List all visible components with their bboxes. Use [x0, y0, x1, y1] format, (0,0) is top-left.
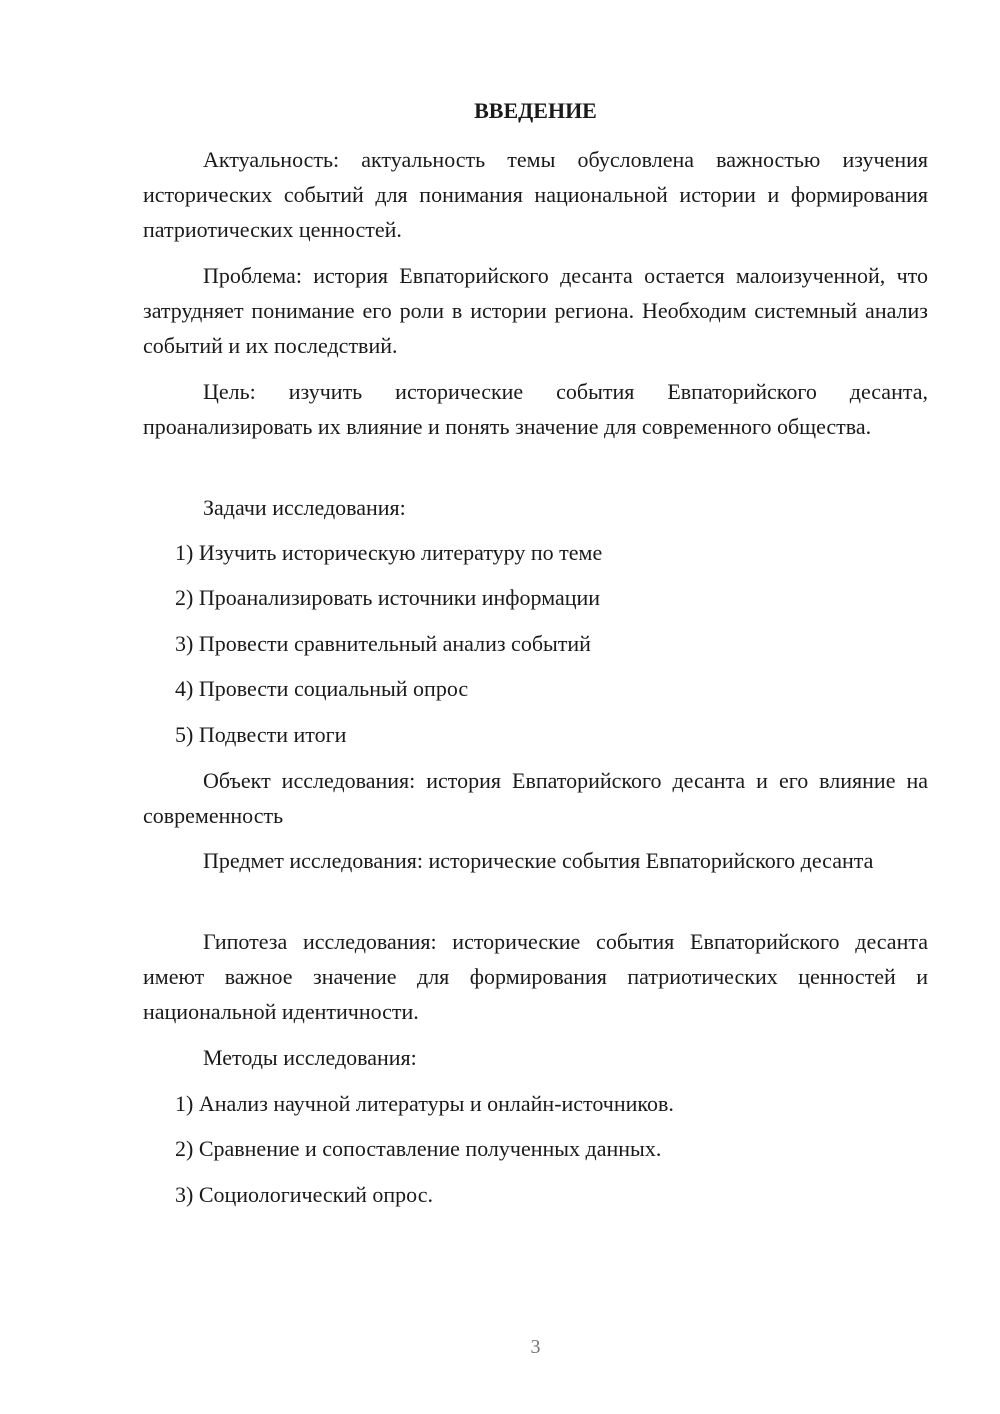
tasks-heading: Задачи исследования: — [203, 495, 406, 520]
subject-paragraph: Предмет исследования: исторические события Евпаторийского десанта — [203, 848, 874, 873]
task-item: 2) Проанализировать источники информации — [175, 585, 601, 610]
problem-paragraph: Проблема: история Евпаторийского десанта остается малоизученной, что затрудняет понимание его роли в истории региона. Необходим системный анализ событий и их последствий. — [143, 263, 928, 358]
section-title: ВВЕДЕНИЕ — [474, 98, 597, 123]
method-item: 3) Социологический опрос. — [175, 1182, 433, 1207]
methods-heading: Методы исследования: — [203, 1045, 417, 1070]
object-paragraph: Объект исследования: история Евпаторийского десанта и его влияние на современность — [143, 768, 928, 828]
task-item: 5) Подвести итоги — [175, 722, 347, 747]
task-item: 4) Провести социальный опрос — [175, 676, 469, 701]
goal-paragraph: Цель: изучить исторические события Евпаторийского десанта, проанализировать их влияние и понять значение для современного общества. — [143, 379, 928, 439]
hypothesis-paragraph: Гипотеза исследования: исторические события Евпаторийского десанта имеют важное значение для формирования патриотических ценностей и национальной идентичности. — [143, 929, 928, 1024]
method-item: 1) Анализ научной литературы и онлайн-источников. — [175, 1091, 674, 1116]
relevance-paragraph: Актуальность: актуальность темы обусловлена важностью изучения исторических событий для понимания национальной истории и формирования патриотических ценностей. — [143, 147, 928, 242]
method-item: 2) Сравнение и сопоставление полученных данных. — [175, 1136, 662, 1161]
page-number: 3 — [530, 1336, 541, 1358]
document-page — [143, 0, 928, 1414]
task-item: 1) Изучить историческую литературу по теме — [175, 540, 603, 565]
task-item: 3) Провести сравнительный анализ событий — [175, 631, 591, 656]
